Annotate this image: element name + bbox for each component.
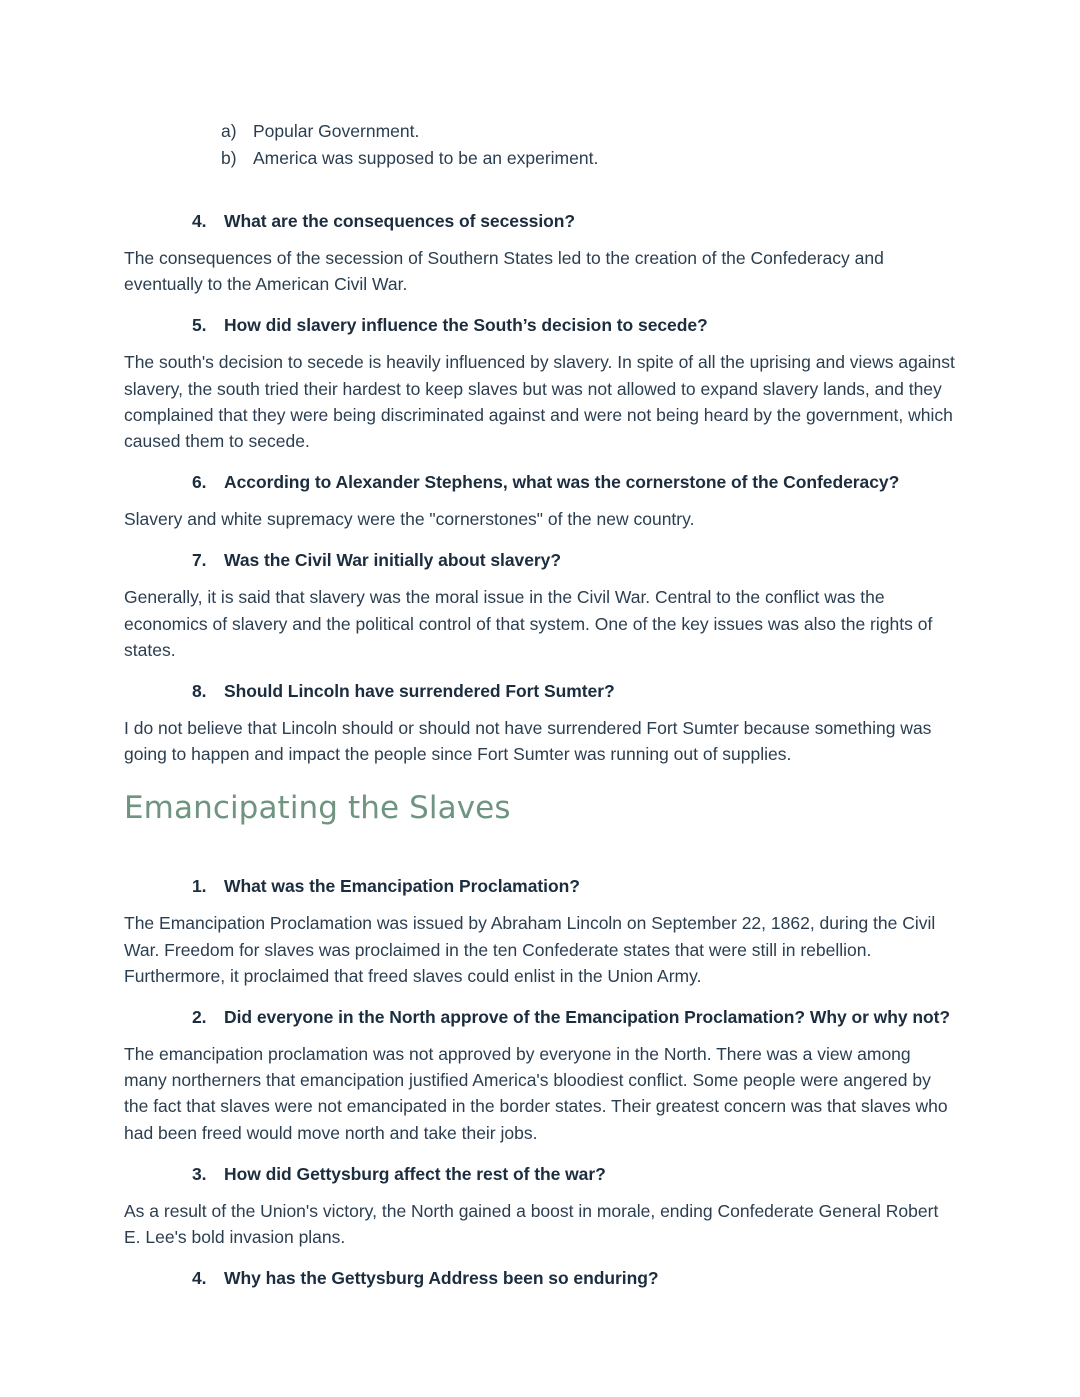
spacer [124, 989, 956, 1004]
spacer [124, 235, 956, 245]
list-item-label: America was supposed to be an experiment. [253, 148, 599, 168]
list-item [124, 118, 956, 145]
question-label: Why has the Gettysburg Address been so enduring? [224, 1268, 659, 1289]
answer-paragraph-7: Generally, it is said that slavery was the moral issue in the Civil War. Central to the conflict was the economics of slavery and the political control of that system. One of the key issues was also the rights of states. [124, 587, 933, 660]
question-heading-1 [124, 873, 956, 900]
question-label: Did everyone in the North approve of the Emancipation Proclamation? Why or why not? [224, 1007, 951, 1028]
answer-paragraph-6: Slavery and white supremacy were the "cornerstones" of the new country. [124, 509, 695, 530]
answer-paragraph-8: I do not believe that Lincoln should or should not have surrendered Fort Sumter because something was going to happen and impact the people since Fort Sumter was running out of supplies. [124, 718, 932, 765]
question-label: How did slavery influence the South’s decision to secede? [224, 315, 708, 336]
spacer [124, 827, 956, 873]
question-heading-7 [124, 547, 956, 574]
answer-paragraph-2: The emancipation proclamation was not approved by everyone in the North. There was a view among many northerners that emancipation justified America's bloodiest conflict. Some people were angered by the fact that slaves were not emancipated in the border states. Their greatest concern was that slaves who had been freed would move north and take their jobs. [124, 1044, 948, 1143]
question-label: How did Gettysburg affect the rest of the war? [224, 1163, 606, 1184]
spacer [124, 297, 956, 312]
list-item-label: Popular Government. [253, 121, 420, 141]
question-heading-2 [124, 1004, 956, 1031]
spacer [124, 1031, 956, 1041]
list-item [124, 145, 956, 172]
spacer [124, 900, 956, 910]
question-number: 2. [192, 1007, 207, 1028]
question-heading-5 [124, 312, 956, 339]
question-number: 8. [192, 681, 207, 702]
spacer [124, 767, 956, 789]
spacer [124, 496, 956, 506]
answer-paragraph-4: The consequences of the secession of Southern States led to the creation of the Confederacy and eventually to the American Civil War. [124, 248, 884, 295]
question-heading-6 [124, 469, 956, 496]
lettered-sub-list [124, 118, 956, 172]
question-number: 1. [192, 876, 207, 897]
question-number: 4. [192, 1268, 207, 1289]
list-item-marker: a) [221, 121, 237, 141]
question-heading-8 [124, 678, 956, 705]
question-heading-4 [124, 208, 956, 235]
answer-paragraph-3: As a result of the Union's victory, the North gained a boost in morale, ending Confederate General Robert E. Lee's bold invasion plans. [124, 1200, 939, 1248]
spacer [124, 1188, 956, 1198]
question-label: What are the consequences of secession? [224, 211, 576, 231]
spacer [124, 574, 956, 584]
question-number: 6. [192, 472, 207, 493]
document-content [124, 118, 956, 1292]
spacer [124, 172, 956, 208]
spacer [124, 1146, 956, 1161]
spacer [124, 454, 956, 469]
spacer [124, 705, 956, 715]
spacer [124, 532, 956, 547]
answer-paragraph-1: The Emancipation Proclamation was issued by Abraham Lincoln on September 22, 1862, during the Civil War. Freedom for slaves was proclaimed in the ten Confederate states that were still in rebellion. Furthermore, it proclaimed that freed slaves could enlist in the Union Army. [124, 913, 936, 986]
list-item-marker: b) [221, 148, 237, 168]
question-label: Should Lincoln have surrendered Fort Sumter? [224, 681, 615, 702]
question-label: Was the Civil War initially about slavery? [224, 550, 561, 571]
question-number: 3. [192, 1163, 207, 1184]
spacer [124, 1250, 956, 1265]
spacer [124, 339, 956, 349]
question-number: 7. [192, 550, 207, 571]
question-number: 4. [192, 211, 207, 231]
question-number: 5. [192, 315, 207, 336]
answer-paragraph-5: The south's decision to secede is heavily influenced by slavery. In spite of all the uprising and views against slavery, the south tried their hardest to keep slaves but was not allowed to expand slavery lands, and they complained that they were being discriminated against and were not being heard by the government, which caused them to secede. [124, 352, 955, 452]
question-heading-4b [124, 1265, 956, 1292]
question-label: According to Alexander Stephens, what was the cornerstone of the Confederacy? [224, 472, 900, 493]
question-heading-3 [124, 1161, 956, 1188]
question-label: What was the Emancipation Proclamation? [224, 876, 580, 897]
spacer [124, 663, 956, 678]
section-heading-emancipating-the-slaves: Emancipating the Slaves [124, 790, 511, 827]
